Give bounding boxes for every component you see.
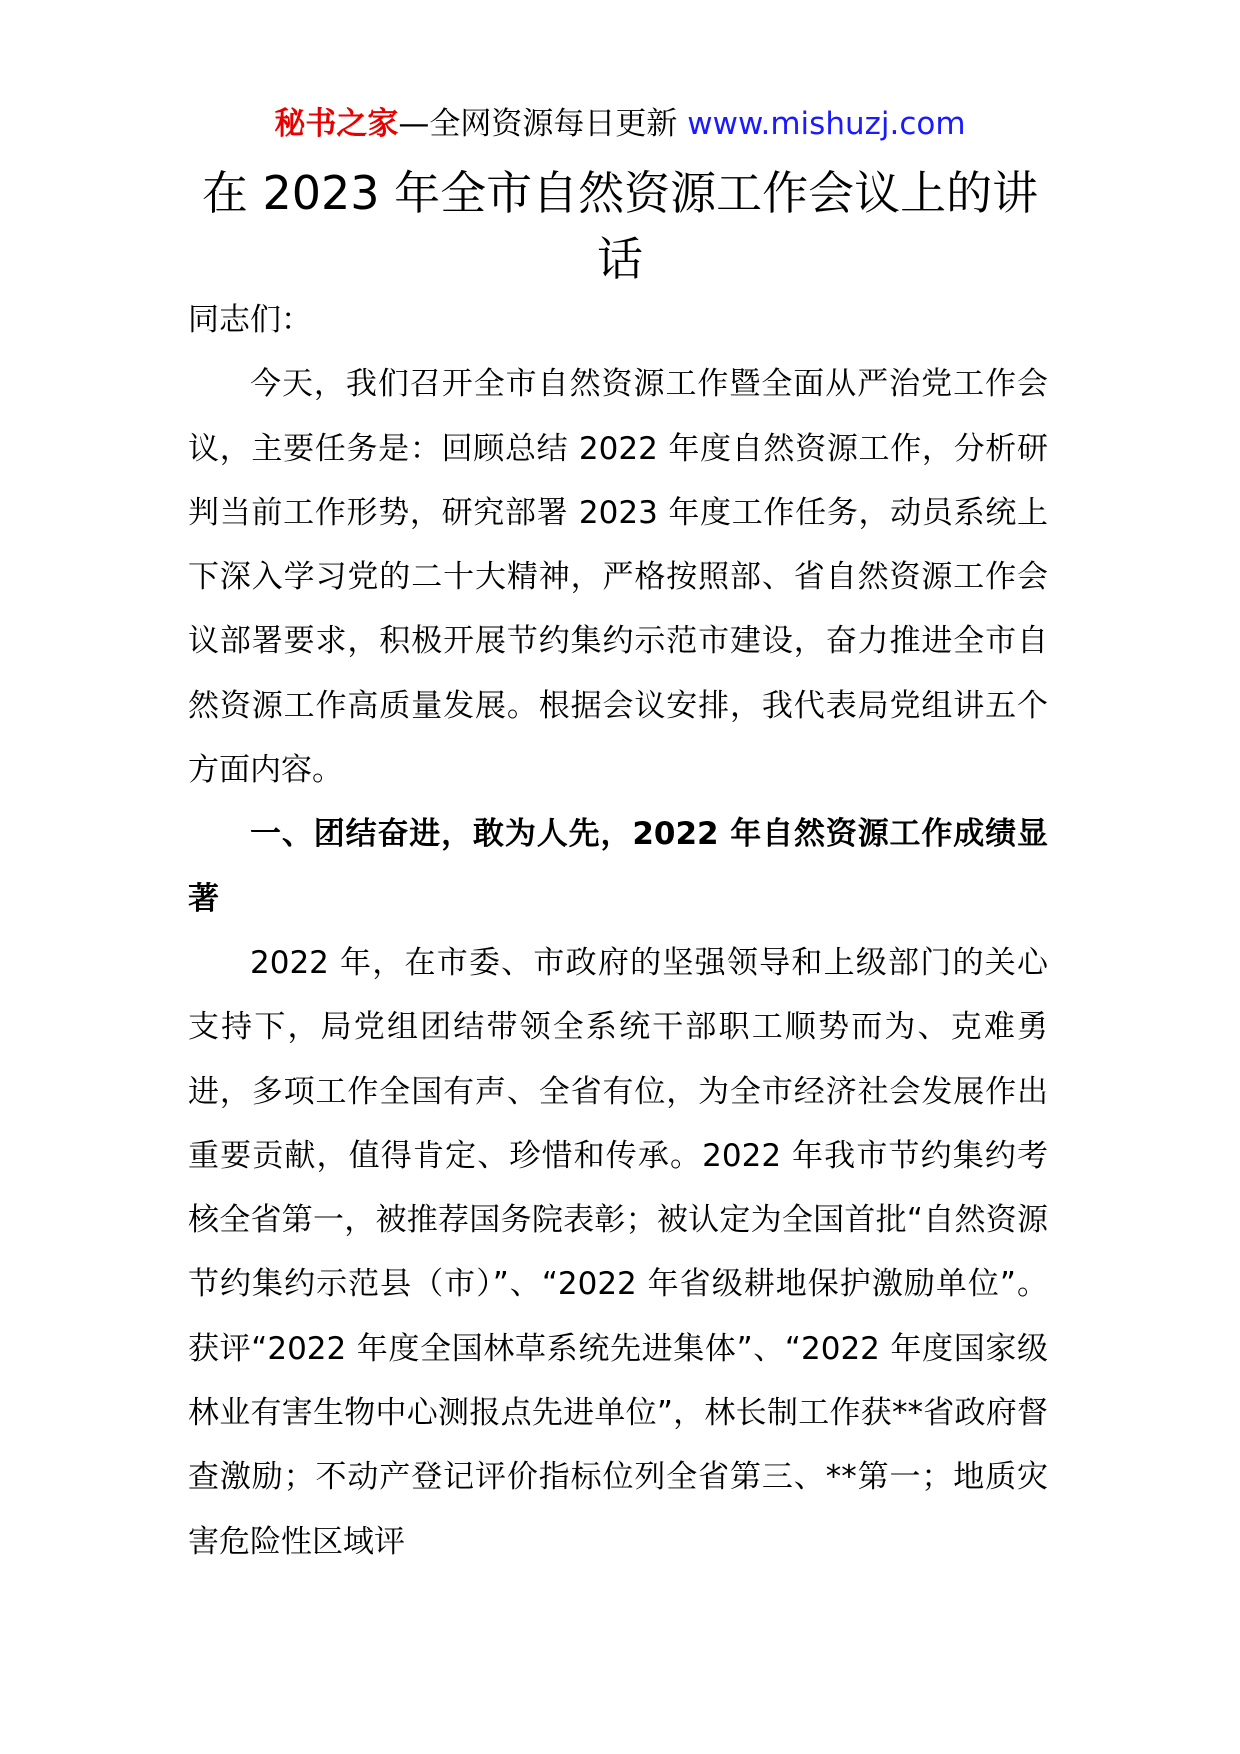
paragraph-intro: 今天，我们召开全市自然资源工作暨全面从严治党工作会议，主要任务是：回顾总结 2022 年度自然资源工作，分析研判当前工作形势，研究部署 2023 年度工作任务，动员系统上下深入学习党的二十大精神，严格按照部、省自然资源工作会议部署要求，积极开展节约集约示范市建设，奋力推进全市自然资源工作高质量发展。根据会议安排，我代表局党组讲五个方面内容。 — [188, 366, 1048, 789]
document-title: 在 2023 年全市自然资源工作会议上的讲话 — [201, 166, 1039, 286]
paragraph-achievements: 2022 年，在市委、市政府的坚强领导和上级部门的关心支持下，局党组团结带领全系统干部职工顺势而为、克难勇进，多项工作全国有声、全省有位，为全市经济社会发展作出重要贡献，值得肯定、珍惜和传承。2022 年我市节约集约考核全省第一，被推荐国务院表彰；被认定为全国首批“自然资源节约集约示范县（市）”、“2022 年省级耕地保护激励单位”。获评“2022 年度全国林草系统先进集体”、“2022 年度国家级林业有害生物中心测报点先进单位”，林长制工作获**省政府督查激励；不动产登记评价指标位列全省第三、**第一；地质灾害危险性区域评 — [188, 944, 1048, 1560]
site-url-link[interactable]: www.mishuzj.com — [687, 106, 966, 142]
brand-name: 秘书之家 — [274, 106, 399, 142]
header-slogan: —全网资源每日更新 — [398, 106, 688, 142]
section-heading-1: 一、团结奋进，敢为人先，2022 年自然资源工作成绩显著 — [188, 816, 1048, 917]
salutation: 同志们： — [188, 302, 312, 338]
document-body — [188, 288, 1048, 1574]
site-header — [0, 102, 1240, 146]
